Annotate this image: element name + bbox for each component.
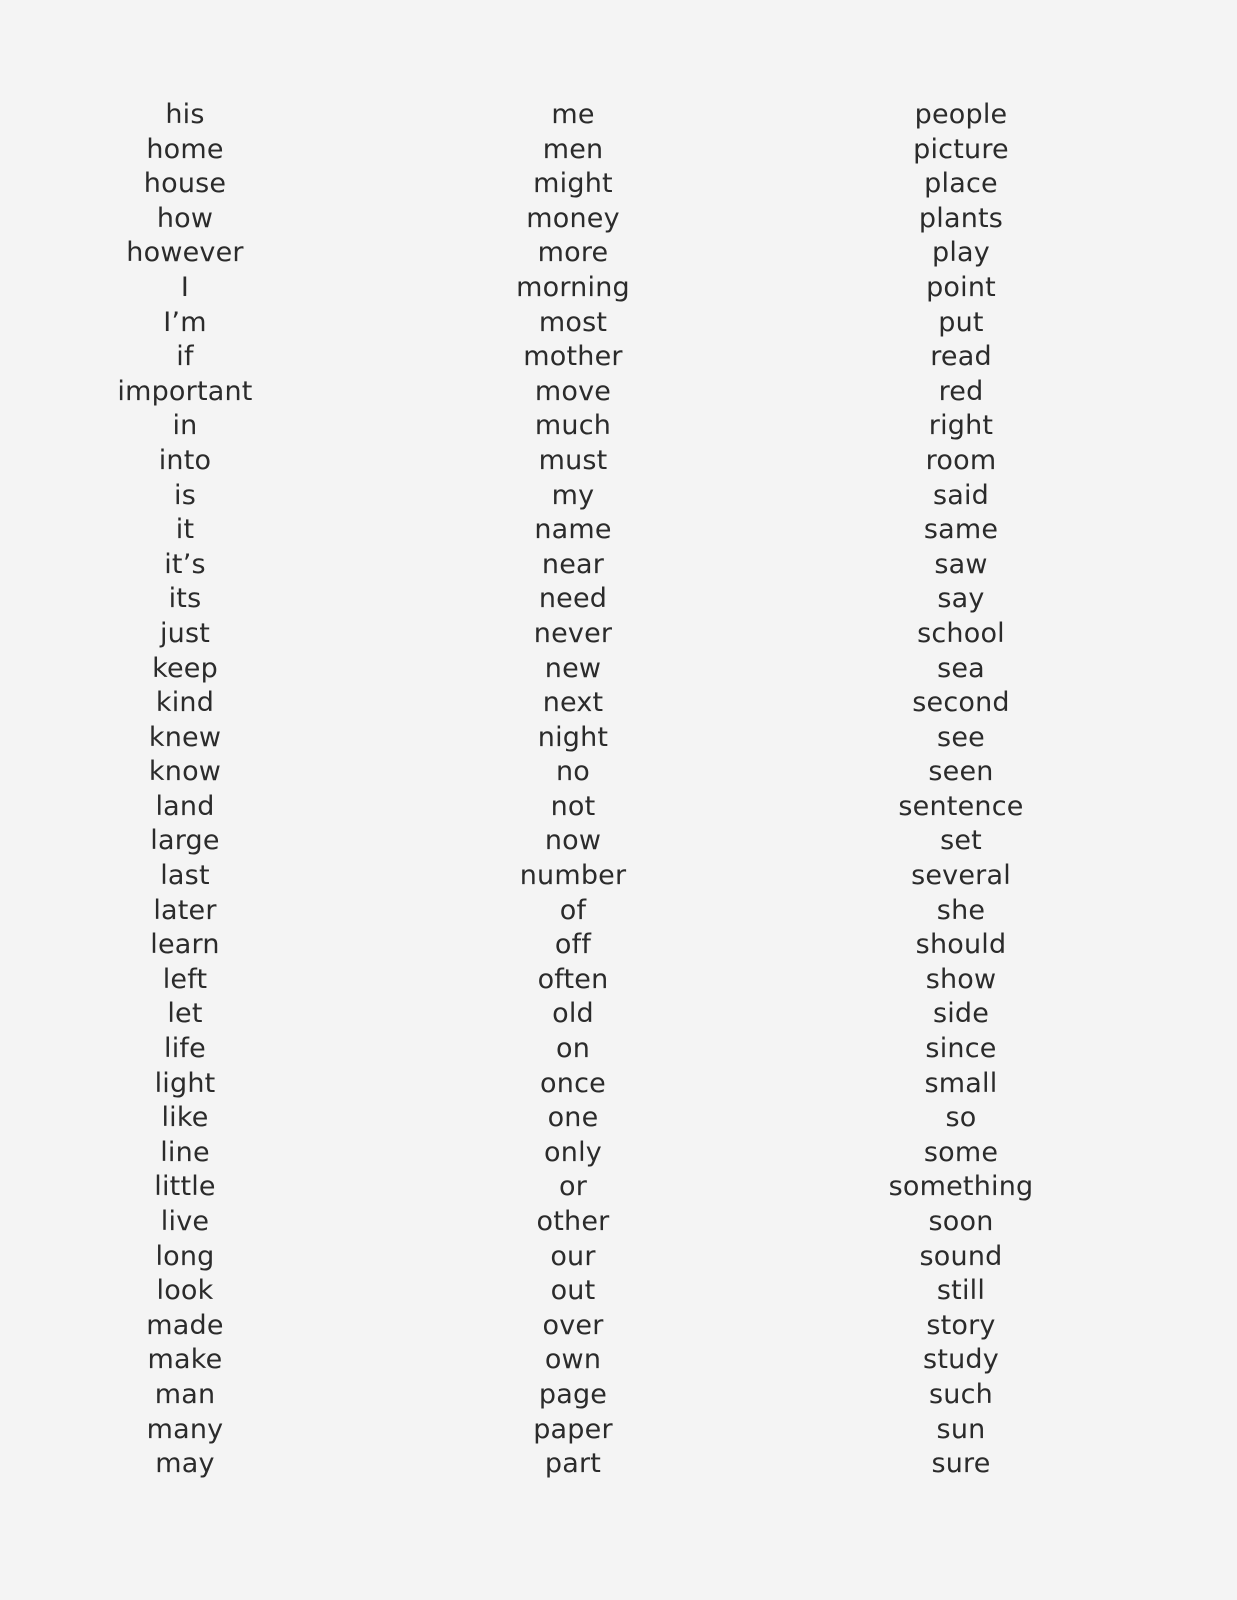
word-item: however [126,237,244,269]
word-item: still [936,1275,986,1307]
word-item: later [153,894,217,926]
word-item: I [180,271,190,303]
word-item: little [154,1171,216,1203]
word-item: once [540,1067,606,1099]
word-item: never [533,617,613,649]
word-item: study [923,1344,999,1376]
word-item: live [160,1206,210,1237]
word-item: knew [148,721,222,753]
word-item: only [544,1136,602,1168]
word-item: story [926,1309,996,1341]
word-item: since [925,1033,997,1065]
word-item: paper [533,1413,613,1445]
word-item: learn [150,929,220,961]
word-item: many [146,1413,224,1445]
word-item: need [538,583,608,615]
word-item: large [150,825,220,857]
word-item: just [159,617,211,649]
word-item: room [925,444,997,476]
word-item: saw [934,548,988,580]
word-item: much [534,410,612,442]
word-item: some [923,1136,999,1168]
word-item: part [544,1448,602,1480]
word-item: new [544,652,602,684]
word-item: morning [516,271,630,303]
word-item: second [912,687,1010,719]
word-item: see [937,721,985,753]
word-item: men [542,133,604,165]
word-item: picture [913,133,1009,165]
word-item: put [938,306,984,338]
word-item: may [155,1448,215,1480]
word-item: sentence [898,790,1024,822]
word-item: or [558,1171,588,1203]
word-item: know [148,756,222,788]
word-item: such [929,1378,993,1410]
word-item: off [554,929,592,961]
word-item: other [536,1206,610,1237]
word-item: mother [523,341,623,373]
word-item: most [538,306,608,338]
word-item: should [915,929,1007,961]
word-item: name [534,514,612,546]
word-column-2 [423,98,723,1482]
word-item: into [158,444,212,476]
word-item: might [533,168,613,200]
word-item: same [923,514,999,546]
word-item: like [161,1102,209,1134]
word-item: old [552,998,594,1030]
word-item: place [924,168,998,200]
word-item: important [117,375,253,407]
word-item: kind [155,687,215,719]
word-item: if [176,341,194,373]
word-item: sea [937,652,985,684]
word-item: made [146,1309,224,1341]
word-item: sure [931,1448,991,1480]
word-item: long [155,1240,215,1272]
word-item: sound [919,1240,1003,1272]
word-item: show [925,963,997,995]
word-item: plants [918,202,1004,234]
word-item: not [550,790,596,822]
word-item: several [911,860,1011,892]
word-item: something [888,1171,1034,1203]
word-item: right [928,410,994,442]
word-item: it’s [164,548,206,580]
word-item: small [924,1067,998,1099]
word-item: one [547,1102,599,1134]
word-item: set [940,825,982,857]
word-item: own [544,1344,602,1376]
word-item: must [538,444,608,476]
word-item: on [555,1033,591,1065]
word-item: in [172,410,198,442]
word-item: home [146,133,224,165]
word-item: of [559,894,587,926]
word-item: my [551,479,595,511]
word-item: our [550,1240,596,1272]
word-item: say [937,583,985,615]
word-item: look [156,1275,214,1307]
word-item: more [537,237,609,269]
word-item: man [154,1378,216,1410]
word-item: over [542,1309,604,1341]
word-item: land [155,790,215,822]
word-item: last [160,860,210,892]
word-item: I’m [163,306,207,338]
word-item: its [168,583,202,615]
word-item: make [147,1344,223,1376]
word-item: line [160,1136,210,1168]
word-item: side [932,998,990,1030]
word-item: left [162,963,208,995]
word-item: life [164,1033,206,1065]
word-item: school [917,617,1005,649]
word-item: so [945,1102,977,1134]
word-item: point [926,271,996,303]
word-item: soon [928,1206,994,1237]
word-item: house [143,168,227,200]
word-item: light [154,1067,216,1099]
word-item: how [156,202,214,234]
word-column-3 [811,98,1111,1482]
word-item: number [519,860,627,892]
word-item: read [930,341,992,373]
word-item: now [544,825,602,857]
word-item: night [537,721,609,753]
word-item: play [932,237,990,269]
word-item: sun [936,1413,986,1445]
word-item: me [551,99,595,130]
word-item: his [165,99,205,130]
word-item: red [938,375,984,407]
word-item: next [542,687,604,719]
word-item: out [550,1275,596,1307]
word-item: people [914,99,1008,130]
word-item: she [936,894,986,926]
word-item: page [538,1378,608,1410]
word-item: money [526,202,620,234]
word-item: let [167,998,203,1030]
word-item: keep [152,652,218,684]
word-item: said [932,479,990,511]
word-item: move [534,375,612,407]
word-item: near [541,548,605,580]
word-item: is [174,479,196,511]
word-item: seen [928,756,994,788]
word-item: no [555,756,591,788]
word-column-1 [35,98,335,1482]
word-item: it [175,514,195,546]
word-item: often [537,963,609,995]
